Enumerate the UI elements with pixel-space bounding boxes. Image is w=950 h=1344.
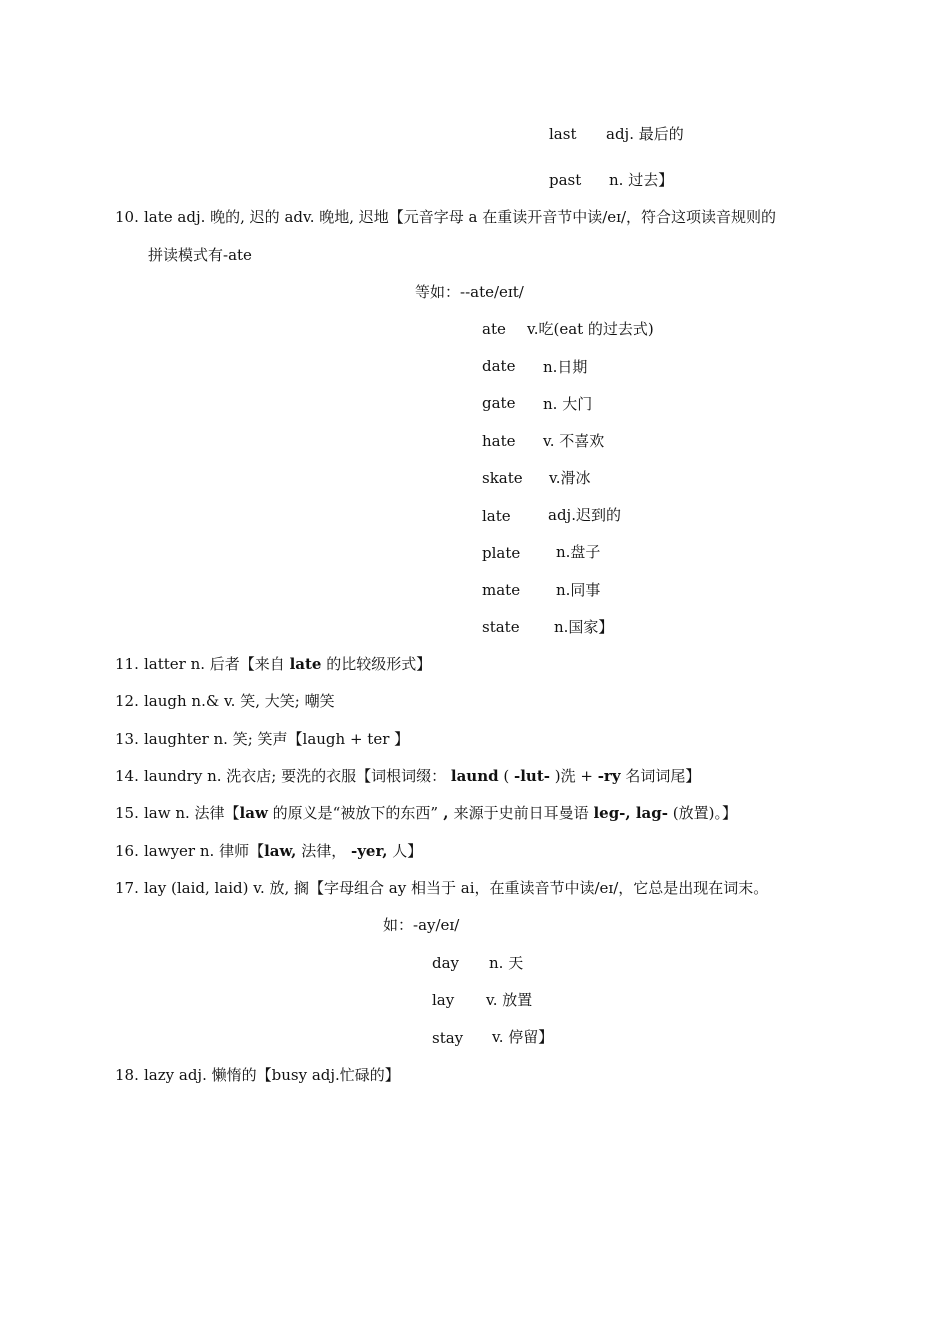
word: late bbox=[482, 507, 511, 525]
item-text: laughter n. 笑; 笑声【laugh + ter 】 bbox=[144, 730, 410, 748]
word-meaning: n. 过去】 bbox=[609, 171, 674, 189]
word-meaning: n.同事 bbox=[556, 581, 601, 599]
word: day bbox=[432, 954, 460, 972]
item-number: 17. bbox=[115, 879, 139, 897]
word: plate bbox=[482, 544, 521, 562]
word: stay bbox=[432, 1029, 464, 1047]
word-meaning: v.吃(eat 的过去式) bbox=[527, 320, 654, 338]
word: date bbox=[482, 357, 516, 375]
word: last bbox=[549, 125, 577, 143]
item-text: lawyer n. 律师【law, 法律， -yer, 人】 bbox=[144, 842, 423, 860]
word: ate bbox=[482, 320, 506, 338]
word-meaning: n. 大门 bbox=[543, 395, 593, 413]
item-number: 15. bbox=[115, 804, 139, 822]
item-number: 12. bbox=[115, 692, 139, 710]
item-text: laugh n.& v. 笑, 大笑; 嘲笑 bbox=[144, 692, 335, 710]
item-number: 16. bbox=[115, 842, 139, 860]
word-meaning: adj. 最后的 bbox=[606, 125, 684, 143]
word: gate bbox=[482, 394, 516, 412]
item-text: latter n. 后者【来自 late 的比较级形式】 bbox=[144, 655, 432, 673]
word-meaning: v. 停留】 bbox=[492, 1028, 554, 1046]
item-text: law n. 法律【law 的原义是“被放下的东西” , 来源于史前日耳曼语 leg-, lag- (放置)。】 bbox=[144, 804, 737, 822]
item-number: 14. bbox=[115, 767, 139, 785]
word-meaning: n.国家】 bbox=[554, 618, 614, 636]
item-number: 13. bbox=[115, 730, 139, 748]
word: state bbox=[482, 618, 520, 636]
word-meaning: adj.迟到的 bbox=[548, 506, 621, 524]
item-number: 11. bbox=[115, 655, 139, 673]
item-number: 18. bbox=[115, 1066, 139, 1084]
word: skate bbox=[482, 469, 523, 487]
word: past bbox=[549, 171, 582, 189]
item-number: 10. bbox=[115, 208, 139, 226]
item-text: late adj. 晚的, 迟的 adv. 晚地, 迟地【元音字母 a 在重读开音节中读/eɪ/，符合这项读音规则的 bbox=[144, 208, 777, 226]
word: hate bbox=[482, 432, 516, 450]
word: mate bbox=[482, 581, 521, 599]
word-meaning: n.日期 bbox=[543, 358, 588, 376]
item-text: laundry n. 洗衣店; 要洗的衣服【词根词缀： laund ( -lut- )洗 + -ry 名词词尾】 bbox=[144, 767, 701, 785]
word-meaning: n. 天 bbox=[489, 954, 524, 972]
word-meaning: v.滑冰 bbox=[549, 469, 591, 487]
item-text: 拼读模式有-ate bbox=[148, 246, 252, 264]
word: lay bbox=[432, 991, 455, 1009]
pattern-label: 等如：--ate/eɪt/ bbox=[415, 283, 524, 301]
word-meaning: n.盘子 bbox=[556, 543, 601, 561]
item-text: lazy adj. 懒惰的【busy adj.忙碌的】 bbox=[144, 1066, 400, 1084]
word-meaning: v. 不喜欢 bbox=[543, 432, 605, 450]
word-meaning: v. 放置 bbox=[486, 991, 533, 1009]
item-text: lay (laid, laid) v. 放, 搁【字母组合 ay 相当于 ai，在重读音节中读/eɪ/，它总是出现在词末。 bbox=[144, 879, 769, 897]
pattern-label: 如：-ay/eɪ/ bbox=[383, 916, 460, 934]
